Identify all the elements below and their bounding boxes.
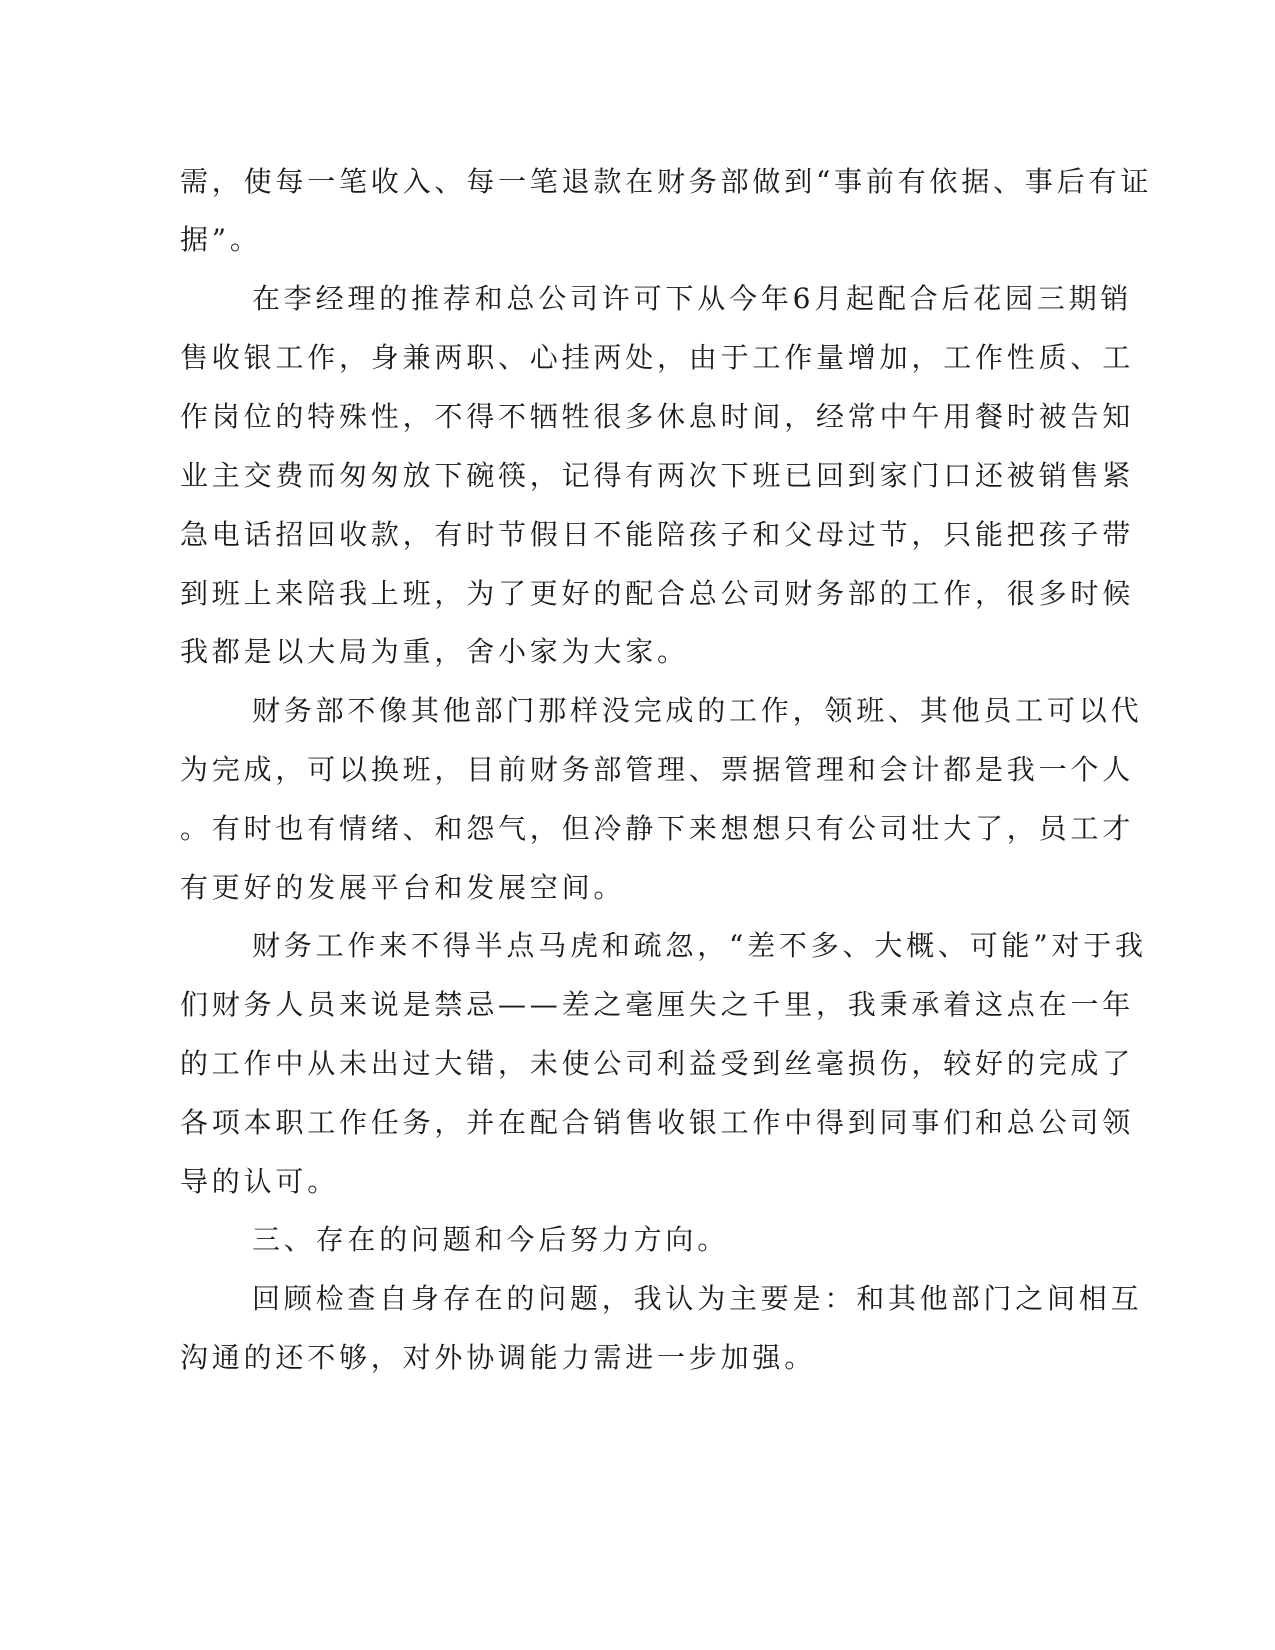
text-line: 沟通的还不够，对外协调能力需进一步加强。: [180, 1341, 817, 1374]
paragraph-start: 财务工作来不得半点马虎和疏忽，“差不多、大概、可能”对于我: [252, 929, 1147, 962]
text-line: 需，使每一笔收入、每一笔退款在财务部做到“事前有依据、事后有证: [180, 165, 1153, 198]
text-line: 我都是以大局为重，舍小家为大家。: [180, 635, 689, 668]
paragraph-start: 在李经理的推荐和总公司许可下从今年6月起配合后花园三期销: [252, 282, 1133, 315]
text-line: 到班上来陪我上班，为了更好的配合总公司财务部的工作，很多时候: [180, 577, 1135, 610]
text-line: 作岗位的特殊性，不得不牺牲很多休息时间，经常中午用餐时被告知: [180, 400, 1135, 433]
text-line: 售收银工作，身兼两职、心挂两处，由于工作量增加，工作性质、工: [180, 341, 1135, 374]
text-line: 有更好的发展平台和发展空间。: [180, 871, 626, 904]
text-line: 业主交费而匆匆放下碗筷，记得有两次下班已回到家门口还被销售紧: [180, 459, 1135, 492]
text-line: 导的认可。: [180, 1165, 340, 1198]
text-line: 急电话招回收款，有时节假日不能陪孩子和父母过节，只能把孩子带: [180, 518, 1135, 551]
text-line: 的工作中从未出过大错，未使公司利益受到丝毫损伤，较好的完成了: [180, 1047, 1135, 1080]
text-line: 。有时也有情绪、和怨气，但冷静下来想想只有公司壮大了，员工才: [180, 812, 1135, 845]
text-line: 据”。: [180, 223, 262, 256]
paragraph-start: 财务部不像其他部门那样没完成的工作，领班、其他员工可以代: [252, 694, 1143, 727]
section-heading: 三、存在的问题和今后努力方向。: [252, 1223, 730, 1256]
text-line: 为完成，可以换班，目前财务部管理、票据管理和会计都是我一个人: [180, 753, 1135, 786]
text-line: 们财务人员来说是禁忌——差之毫厘失之千里，我秉承着这点在一年: [180, 988, 1135, 1021]
text-line: 各项本职工作任务，并在配合销售收银工作中得到同事们和总公司领: [180, 1106, 1135, 1139]
paragraph-start: 回顾检查自身存在的问题，我认为主要是：和其他部门之间相互: [252, 1282, 1143, 1315]
